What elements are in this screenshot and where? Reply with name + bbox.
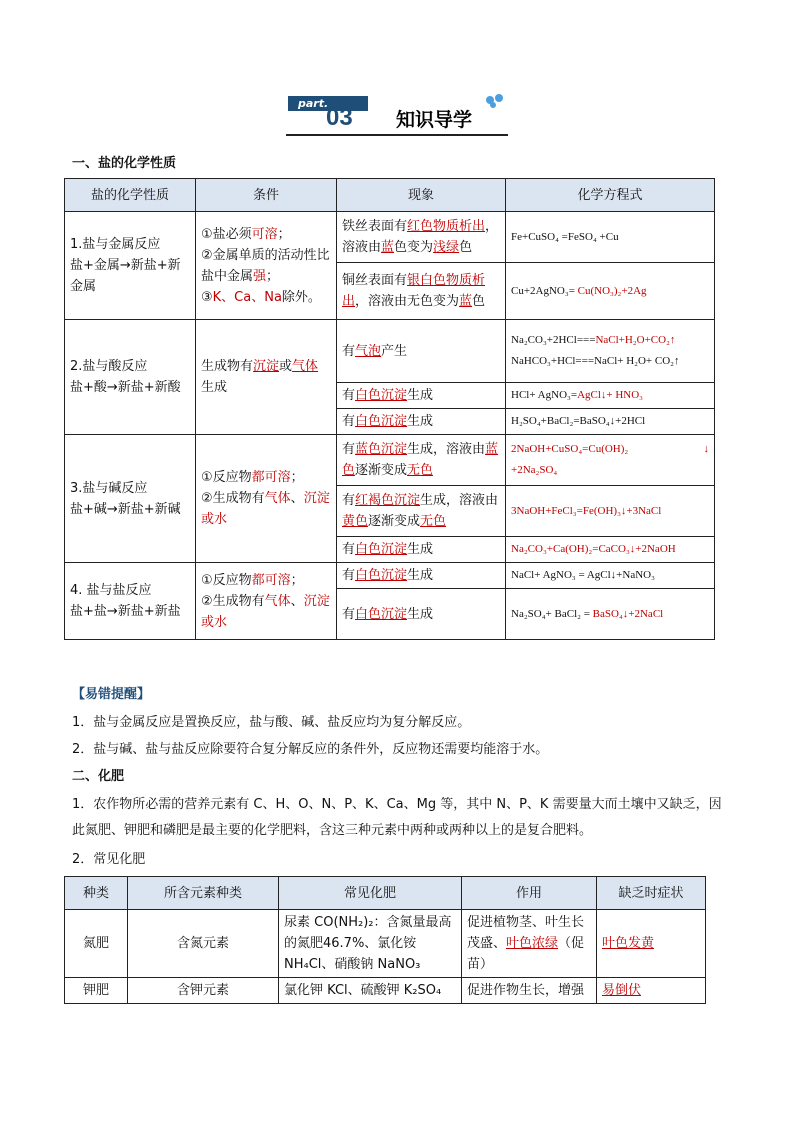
property-cell: 2.盐与酸反应 盐+酸→新盐+新酸 — [65, 320, 196, 435]
header-cell: 盐的化学性质 — [65, 179, 196, 212]
equation-cell: NaCl+ AgNO₃ = AgCl↓+NaNO₃ — [506, 563, 715, 589]
fertilizer-table — [64, 876, 706, 1004]
phenomenon-cell: 有白色沉淀生成 — [337, 537, 506, 563]
symptom-cell: 叶色发黄 — [597, 910, 706, 978]
equation-cell: 2NaOH+CuSO₄=Cu(OH)₂ ↓ +2Na₂SO₄ — [506, 435, 715, 486]
table-header-row — [65, 179, 715, 212]
tips-line: 2．盐与碱、盐与盐反应除要符合复分解反应的条件外，反应物还需要均能溶于水。 — [72, 742, 549, 757]
equation-cell: Na₂SO₄+ BaCl₂ = BaSO₄↓+2NaCl — [506, 589, 715, 640]
element-cell: 含钾元素 — [128, 978, 279, 1004]
equation-cell: Na₂CO₃+Ca(OH)₂=CaCO₃↓+2NaOH — [506, 537, 715, 563]
phenomenon-cell: 有白色沉淀生成 — [337, 383, 506, 409]
paragraph: 1．农作物所必需的营养元素有 C、H、O、N、P、K、Ca、Mg 等，其中 N、P、K 需要量大而土壤中又缺乏，因此氮肥、钾肥和磷肥是最主要的化学肥料，含这三种元素中两种或两种以上的是复合肥料。 — [72, 797, 722, 838]
equation-cell: Cu+2AgNO₃= Cu(NO₃)₂+2Ag — [506, 263, 715, 320]
element-cell: 含氮元素 — [128, 910, 279, 978]
table-row — [65, 910, 706, 978]
tips-title: 【易错提醒】 — [72, 687, 151, 702]
phenomenon-cell: 铁丝表面有红色物质析出，溶液由蓝色变为浅绿色 — [337, 212, 506, 263]
symptom-cell: 易倒伏 — [597, 978, 706, 1004]
header-cell: 所含元素种类 — [128, 877, 279, 910]
condition-cell: ①反应物都可溶； ②生成物有气体、沉淀或水 — [196, 435, 337, 563]
table-row — [65, 435, 715, 486]
paragraph: 2．常见化肥 — [72, 852, 146, 867]
property-cell: 1.盐与金属反应 盐+金属→新盐+新金属 — [65, 212, 196, 320]
table-row — [65, 212, 715, 263]
part-label: part. — [288, 96, 368, 111]
table-row — [65, 320, 715, 383]
table-header-row — [65, 877, 706, 910]
header-cell: 种类 — [65, 877, 128, 910]
header-cell: 常见化肥 — [279, 877, 462, 910]
header-cell: 化学方程式 — [506, 179, 715, 212]
section-title-fertilizer: 二、化肥 — [72, 769, 125, 784]
phenomenon-cell: 有气泡产生 — [337, 320, 506, 383]
equation-cell: H₂SO₄+BaCl₂=BaSO₄↓+2HCl — [506, 409, 715, 435]
equation-cell: HCl+ AgNO₃=AgCl↓+ HNO₃ — [506, 383, 715, 409]
phenomenon-cell: 有白色沉淀生成 — [337, 589, 506, 640]
property-cell: 4. 盐与盐反应 盐+盐→新盐+新盐 — [65, 563, 196, 640]
common-cell: 尿素 CO(NH₂)₂：含氮量最高的氮肥46.7%、氯化铵NH₄Cl、硝酸钠 NaNO₃ — [279, 910, 462, 978]
equation-cell: 3NaOH+FeCl₃=Fe(OH)₃↓+3NaCl — [506, 486, 715, 537]
table-row — [65, 978, 706, 1004]
equation-cell: Fe+CuSO₄ =FeSO₄ +Cu — [506, 212, 715, 263]
condition-cell: ①反应物都可溶； ②生成物有气体、沉淀或水 — [196, 563, 337, 640]
use-cell: 促进作物生长，增强 — [462, 978, 597, 1004]
header-cell: 条件 — [196, 179, 337, 212]
part-number: 03 — [326, 104, 353, 131]
header-cell: 作用 — [462, 877, 597, 910]
header-cell: 缺乏时症状 — [597, 877, 706, 910]
type-cell: 氮肥 — [65, 910, 128, 978]
type-cell: 钾肥 — [65, 978, 128, 1004]
header-cell: 现象 — [337, 179, 506, 212]
use-cell: 促进植物茎、叶生长茂盛、叶色浓绿（促苗） — [462, 910, 597, 978]
phenomenon-cell: 有蓝色沉淀生成，溶液由蓝色逐渐变成无色 — [337, 435, 506, 486]
page-title: 知识导学 — [396, 109, 473, 131]
phenomenon-cell: 有白色沉淀生成 — [337, 409, 506, 435]
salt-properties-table — [64, 178, 715, 640]
section-header — [286, 96, 508, 136]
section-title-salt: 一、盐的化学性质 — [72, 156, 177, 171]
common-cell: 氯化钾 KCl、硫酸钾 K₂SO₄ — [279, 978, 462, 1004]
phenomenon-cell: 有白色沉淀生成 — [337, 563, 506, 589]
title-underline — [286, 134, 508, 136]
equation-cell: Na₂CO₃+2HCl===NaCl+H₂O+CO₂↑ NaHCO₃+HCl===NaCl+ H₂O+ CO₂↑ — [506, 320, 715, 383]
condition-cell: 生成物有沉淀或气体生成 — [196, 320, 337, 435]
table-row — [65, 563, 715, 589]
phenomenon-cell: 有红褐色沉淀生成，溶液由黄色逐渐变成无色 — [337, 486, 506, 537]
property-cell: 3.盐与碱反应 盐+碱→新盐+新碱 — [65, 435, 196, 563]
condition-cell: ①盐必须可溶； ②金属单质的活动性比盐中金属强； ③K、Ca、Na除外。 — [196, 212, 337, 320]
phenomenon-cell: 铜丝表面有银白色物质析出，溶液由无色变为蓝色 — [337, 263, 506, 320]
tips-line: 1．盐与金属反应是置换反应，盐与酸、碱、盐反应均为复分解反应。 — [72, 715, 471, 730]
